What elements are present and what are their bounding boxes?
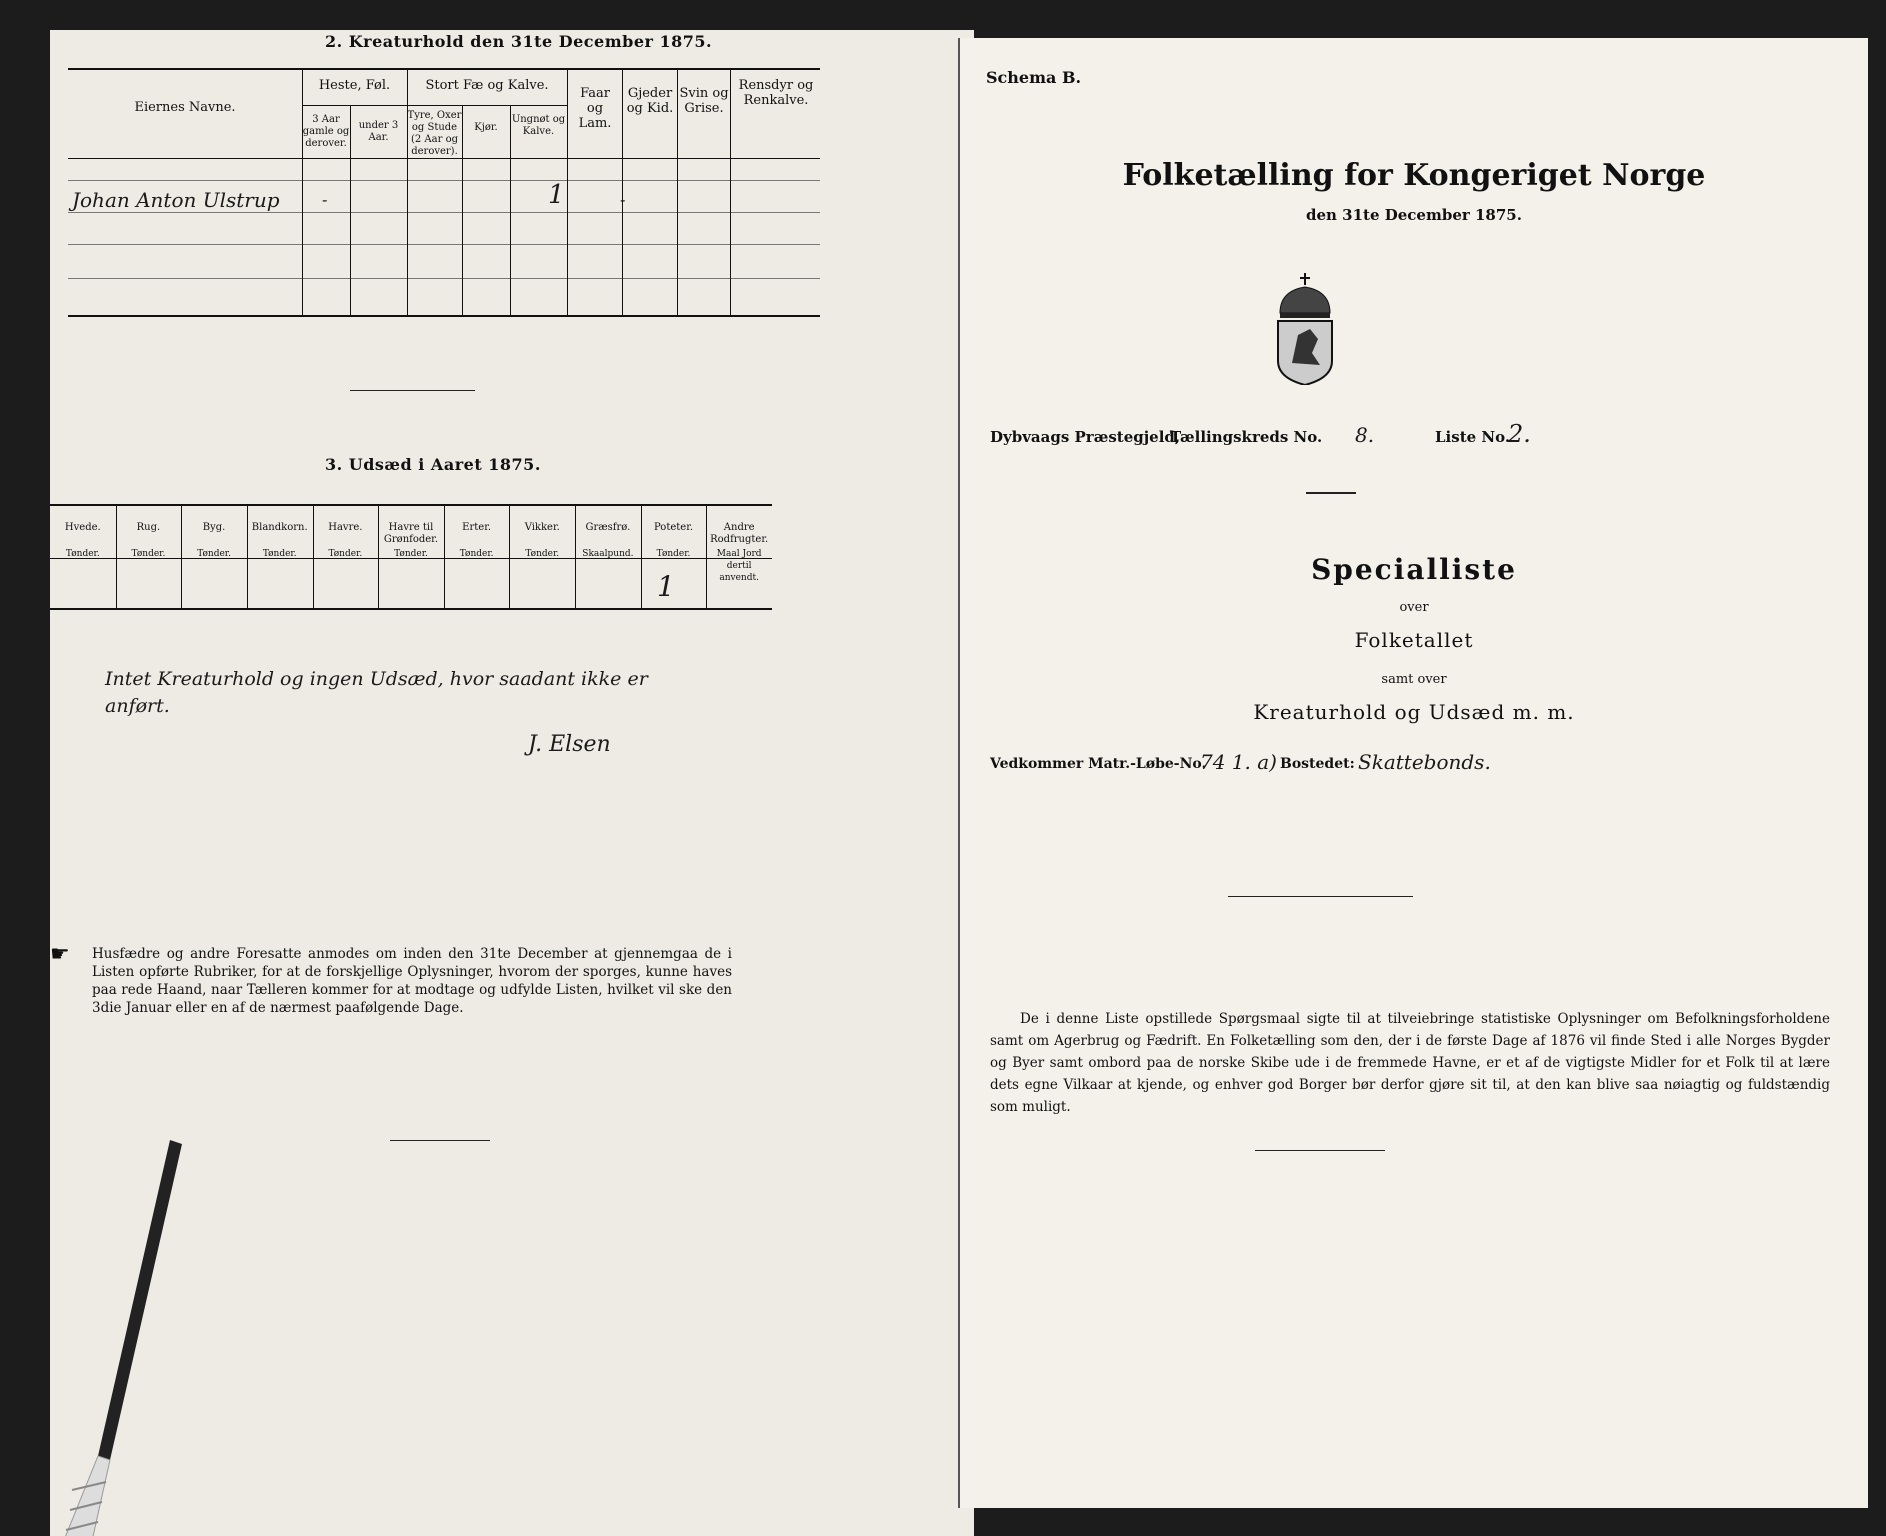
crop-unit-7: Tønder. — [525, 549, 560, 559]
col-cattle-bulls: Tyre, Oxer og Stude (2 Aar og derover). — [407, 110, 462, 157]
crop-col-2: Byg. — [202, 522, 226, 533]
crop-col-8: Græsfrø. — [585, 522, 631, 533]
text-folketallet: Folketallet — [1354, 628, 1474, 652]
subheading: Kreaturhold og Udsæd m. m. — [1253, 700, 1575, 724]
pen-icon — [50, 1130, 230, 1536]
crop-unit-2: Tønder. — [197, 549, 231, 559]
bottom-divider — [390, 1140, 490, 1141]
left-page — [50, 30, 974, 1536]
matr-value: 74 1. a) — [1200, 750, 1277, 774]
crop-col-4: Havre. — [328, 522, 363, 533]
crop-unit-1: Tønder. — [131, 549, 166, 559]
coat-of-arms-icon — [1270, 273, 1340, 385]
crop-unit-10: Maal Jord dertil anvendt. — [716, 549, 762, 583]
matr-label: Vedkommer Matr.-Løbe-No. — [990, 756, 1207, 772]
bosted-label: Bostedet: — [1280, 756, 1355, 772]
col-reindeer: Rensdyr og Renkalve. — [738, 78, 814, 108]
col-cattle-cows: Kjør. — [474, 122, 498, 133]
crop-col-3: Blandkorn. — [251, 522, 308, 533]
col-pigs: Svin og Grise. — [679, 86, 729, 116]
crop-col-1: Rug. — [136, 522, 161, 533]
col-horses-young: under 3 Aar. — [358, 120, 399, 143]
divider-1 — [1306, 492, 1356, 494]
form-date: den 31te December 1875. — [1306, 206, 1522, 224]
col-owner: Eiernes Navne. — [134, 100, 236, 115]
crop-col-6: Erter. — [462, 522, 492, 533]
cows-value: 1 — [548, 180, 565, 210]
form-title: Folketælling for Kongeriget Norge — [1122, 158, 1706, 193]
pointing-hand-icon: ☛ — [50, 942, 70, 967]
crop-col-7: Vikker. — [524, 522, 560, 533]
handwritten-note-line2: anført. — [105, 695, 170, 717]
text-over: over — [1399, 600, 1429, 615]
section3-title: 3. Udsæd i Aaret 1875. — [325, 455, 541, 474]
col-cattle: Stort Fæ og Kalve. — [425, 78, 549, 93]
col-cattle-young: Ungnøt og Kalve. — [511, 114, 566, 137]
crop-unit-5: Tønder. — [394, 549, 428, 559]
list-label: Liste No. — [1435, 428, 1511, 446]
crop-col-0: Hvede. — [64, 522, 101, 533]
divider-3 — [1255, 1150, 1385, 1151]
owner-name: Johan Anton Ulstrup — [72, 188, 280, 212]
heading-specialliste: Specialliste — [1311, 553, 1517, 586]
crop-col-9: Poteter. — [653, 522, 694, 533]
crop-col-10: Andre Rodfrugter. — [710, 522, 769, 545]
list-number: 2. — [1508, 420, 1531, 448]
col-horses-old: 3 Aar gamle og derover. — [302, 114, 350, 149]
section2-title: 2. Kreaturhold den 31te December 1875. — [325, 32, 713, 51]
col-sheep: Faar og Lam. — [578, 86, 612, 131]
text-samt-over: samt over — [1381, 672, 1447, 687]
crop-col-5: Havre til Grønfoder. — [383, 522, 439, 545]
col-horses: Heste, Føl. — [318, 78, 391, 93]
divider-2 — [1228, 896, 1413, 897]
handwritten-note-line1: Intet Kreaturhold og ingen Udsæd, hvor saadant ikke er — [105, 668, 648, 690]
divider — [350, 390, 475, 391]
bosted-value: Skattebonds. — [1358, 750, 1491, 774]
crop-unit-4: Tønder. — [328, 549, 363, 559]
parish-label: Dybvaags Præstegjeld, — [990, 428, 1181, 446]
district-label: Tællingskreds No. — [1170, 428, 1323, 446]
crop-unit-8: Skaalpund. — [582, 549, 634, 559]
crop-unit-9: Tønder. — [656, 549, 691, 559]
potatoes-value: 1 — [657, 570, 675, 603]
horses-old-value: - — [322, 190, 328, 209]
intro-paragraph: De i denne Liste opstillede Spørgsmaal sigte til at tilveiebringe statistiske Oplysninger om Befolkningsforholdene samt om Agerbrug og Fædrift. En Folketælling som den, der i de første Dage af 1876 vil finde Sted i alle Norges Bygder og Byer samt ombord paa de norske Skibe ude i de fremmede Havne, er et af de vigtigste Midler for et Folk til at lære dets egne Vilkaar at kjende, og enhver god Borger bør derfor gjøre sit til, at den kan blive saa nøiagtig og fuldstændig som muligt. — [990, 1011, 1830, 1115]
right-page — [958, 38, 1868, 1508]
crop-unit-0: Tønder. — [65, 549, 100, 559]
young-cattle-value: - — [620, 190, 626, 209]
crop-unit-6: Tønder. — [459, 549, 494, 559]
signature: J. Elsen — [528, 732, 611, 757]
col-goats: Gjeder og Kid. — [626, 86, 674, 116]
notice-text: Husfædre og andre Foresatte anmodes om inden den 31te December at gjennemgaa de i Listen opførte Rubriker, for at de forskjellige Oplysninger, hvorom der sporges, kunne haves paa rede Haand, naar Tælleren kommer for at modtage og udfylde Listen, hvilket vil ske den 3die Januar eller en af de nærmest paafølgende Dage. — [92, 946, 732, 1016]
district-number: 8. — [1355, 423, 1375, 447]
crop-unit-3: Tønder. — [262, 549, 297, 559]
schema-label: Schema B. — [986, 68, 1082, 87]
